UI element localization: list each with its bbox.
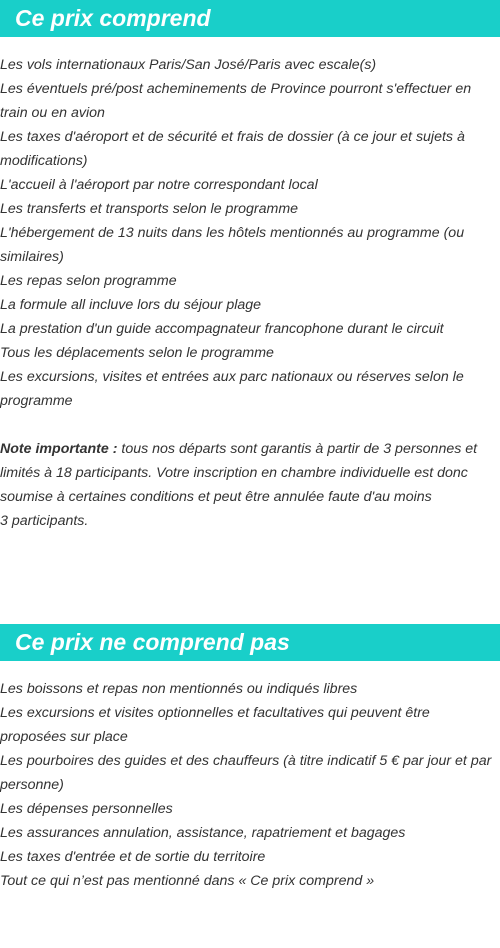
list-item: La prestation d'un guide accompagnateur francophone durant le circuit: [0, 321, 444, 337]
included-list: [0, 37, 500, 413]
list-item: Les pourboires des guides et des chauffeurs (à titre indicatif 5 € par jour et par personne): [0, 753, 492, 793]
list-item: Les taxes d'entrée et de sortie du territoire: [0, 849, 266, 865]
important-note: [0, 437, 500, 533]
list-item: Les éventuels pré/post acheminements de Province pourront s'effectuer en train ou en avion: [0, 81, 472, 121]
list-item: Les vols internationaux Paris/San José/Paris avec escale(s): [0, 57, 377, 73]
note-text-end: 3 participants.: [0, 513, 89, 529]
excluded-list: [0, 661, 500, 893]
list-item: Tous les déplacements selon le programme: [0, 345, 274, 361]
list-item: Les excursions, visites et entrées aux parc nationaux ou réserves selon le programme: [0, 369, 464, 409]
note-label: Note importante :: [0, 441, 118, 457]
list-item: Les repas selon programme: [0, 273, 177, 289]
section-spacer: [0, 533, 500, 624]
list-item: Les excursions et visites optionnelles et facultatives qui peuvent être proposées sur place: [0, 705, 430, 745]
list-item: Les dépenses personnelles: [0, 801, 173, 817]
included-heading: Ce prix comprend: [0, 0, 500, 37]
list-item: Les boissons et repas non mentionnés ou indiqués libres: [0, 681, 358, 697]
list-item: Tout ce qui n’est pas mentionné dans « Ce prix comprend »: [0, 873, 375, 889]
list-item: Les taxes d'aéroport et de sécurité et frais de dossier (à ce jour et sujets à modifications): [0, 129, 465, 169]
list-item: Les assurances annulation, assistance, rapatriement et bagages: [0, 825, 406, 841]
list-item: La formule all incluve lors du séjour plage: [0, 297, 262, 313]
excluded-heading: Ce prix ne comprend pas: [0, 624, 500, 661]
excluded-section: [0, 624, 500, 893]
list-item: L'hébergement de 13 nuits dans les hôtels mentionnés au programme (ou similaires): [0, 225, 465, 265]
note-text: tous nos départs sont garantis à partir de 3 personnes et limités à 18 participants. Votre inscription en chambre individuelle est donc soumise à certaines conditions et peut être annulée faute d'au moins: [0, 441, 478, 505]
list-item: Les transferts et transports selon le programme: [0, 201, 299, 217]
list-item: L'accueil à l'aéroport par notre correspondant local: [0, 177, 318, 193]
